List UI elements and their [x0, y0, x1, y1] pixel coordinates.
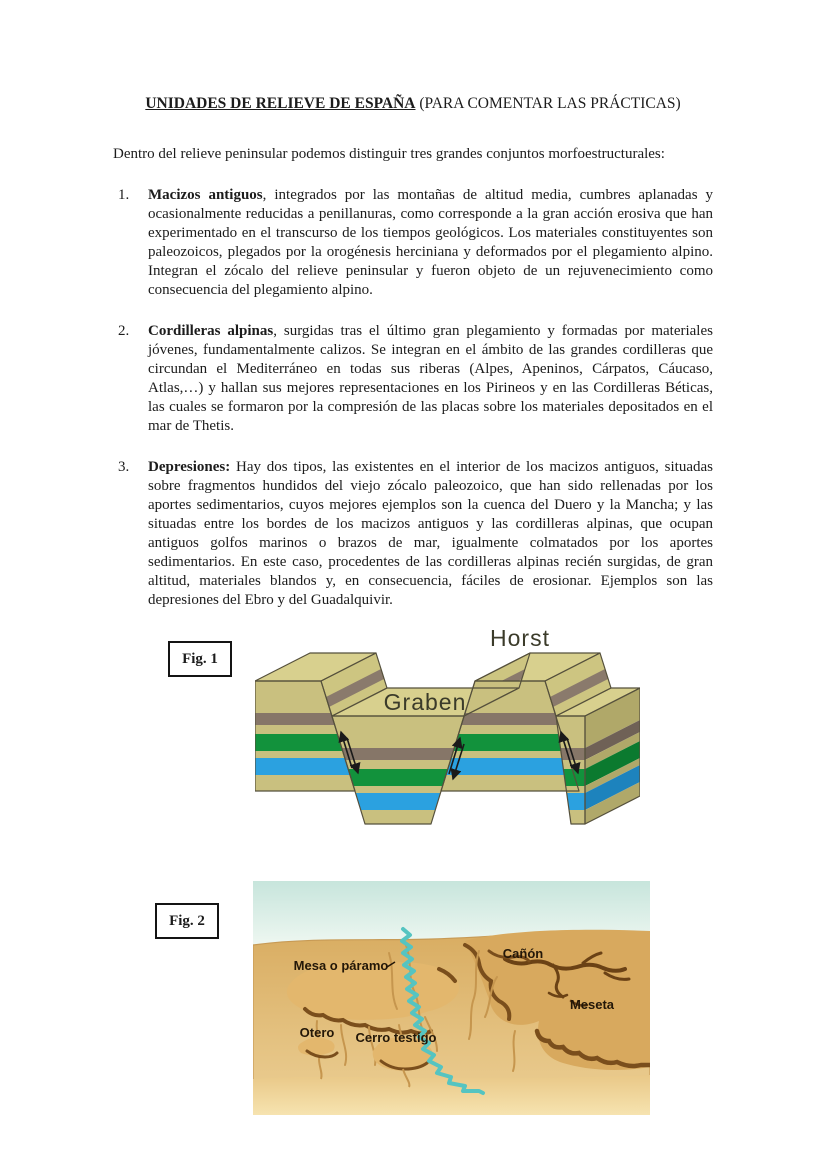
intro-paragraph: Dentro del relieve peninsular podemos distinguir tres grandes conjuntos morfoestructurales:	[113, 146, 665, 162]
cerro-testigo-label: Cerro testigo	[355, 1030, 437, 1045]
list-item-body-text: Hay dos tipos, las existentes en el interior de los macizos antiguos, situadas sobre fragmentos hundidos del viejo zócalo paleozoico, que han sido rellenadas por los aportes sedimentarios, cuyos mejores ejemplos son la cuenca del Duero y la Mancha; y las situadas entre los bordes de los macizos antiguos y las cordilleras alpinas, que ocupan antiguos golfos marinos o brazos de mar, igualmente colmatados por los aportes sedimentarios. En este caso, procedentes de las cordilleras alpinas recién surgidas, de gran altitud, materiales blandos y, en consecuencia, fáciles de erosionar. Ejemplos son las depresiones del Ebro y del Guadalquivir.	[148, 459, 713, 608]
figure1-label: Fig. 1	[182, 650, 218, 667]
list-item-macizos	[113, 186, 713, 300]
page-title	[113, 94, 713, 114]
list-item-number: 2.	[118, 323, 130, 339]
horst-graben-diagram	[255, 626, 640, 833]
list-item-lead: Depresiones:	[148, 459, 231, 475]
list-item-text	[148, 322, 713, 436]
text-content	[113, 94, 713, 610]
list-item-body-text: , surgidas tras el último gran plegamiento y formadas por materiales jóvenes, fundamentalmente calizos. Se integran en el ámbito de las grandes cordilleras que circundan el Mediterráneo en todas sus riberas (Alpes, Apeninos, Cárpatos, Cáucaso, Atlas,…) y hallan sus mejores representaciones en los Pirineos y en las Cordilleras Béticas, las cuales se formaron por la compresión de las placas sobre los materiales depositados en el mar de Thetis.	[148, 323, 713, 434]
graben-label: Graben	[383, 689, 467, 715]
list-item-body-text: , integrados por las montañas de altitud media, cumbres aplanadas y ocasionalmente reducidas a penillanuras, como corresponde a la gran acción erosiva que han experimentado en el transcurso de los tiempos geológicos. Los materiales constituyentes son paleozoicos, plegados por la orogénesis herciniana y deformados por el plegamiento alpino. Integran el zócalo del relieve peninsular y fueron objeto de un rejuvenecimiento como consecuencia del plegamiento alpino.	[148, 187, 714, 298]
figure2-label-box	[155, 903, 219, 939]
list-item-depresiones	[113, 458, 713, 610]
figure2-label: Fig. 2	[169, 912, 205, 929]
title-suffix: (PARA COMENTAR LAS PRÁCTICAS)	[415, 95, 681, 112]
list-item-text	[148, 186, 713, 300]
list-item-number: 1.	[118, 187, 130, 203]
horst-label: Horst	[490, 626, 550, 651]
mesa-o-paramo-label: Mesa o páramo	[293, 958, 389, 973]
meseta-label: Meseta	[569, 997, 615, 1012]
canon-label: Cañón	[502, 946, 544, 961]
list-item-lead: Macizos antiguos	[148, 187, 263, 203]
list-item-cordilleras	[113, 322, 713, 436]
list-item-number: 3.	[118, 459, 130, 475]
title-main: UNIDADES DE RELIEVE DE ESPAÑA	[145, 95, 416, 112]
landscape-illustration	[253, 881, 650, 1115]
otero-label: Otero	[299, 1025, 335, 1040]
figure1-label-box	[168, 641, 232, 677]
list-item-lead: Cordilleras alpinas	[148, 323, 274, 339]
list-item-text	[148, 458, 713, 610]
